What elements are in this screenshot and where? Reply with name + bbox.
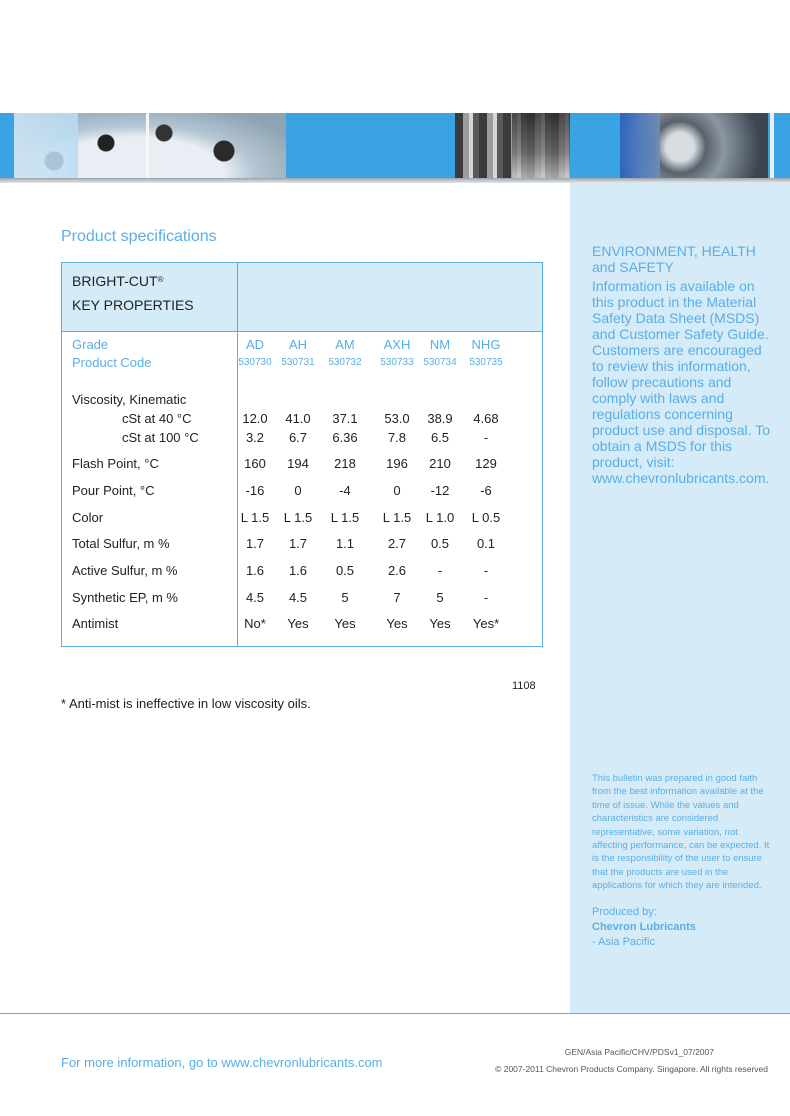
table-cell: 0.5 [335,563,355,578]
table-cell: 38.9 [427,411,453,426]
region-name: - Asia Pacific [592,936,655,948]
table-cell: -12 [430,483,450,498]
antimist-label: Antimist [72,616,119,631]
table-cell: 4.68 [473,411,499,426]
table-cell: Yes [334,616,356,631]
table-cell: 129 [475,456,497,471]
table-cell: L 1.5 [382,510,412,525]
table-cell: 210 [429,456,451,471]
table-cell: 0.1 [476,536,496,551]
table-cell: 194 [287,456,309,471]
registered-mark: ® [157,275,164,284]
header-banner [0,113,790,178]
grade-label: Grade [72,337,109,352]
table-cell: 5 [341,590,349,605]
document-code: 1108 [512,680,536,692]
table-cell: 530734 [423,357,457,368]
active-sulfur-label: Active Sulfur, m % [72,563,178,578]
produced-by-label: Produced by: [592,906,657,918]
table-cell: L 1.5 [283,510,313,525]
table-cell: 530732 [328,357,362,368]
table-cell: 37.1 [332,411,358,426]
table-cell: L 0.5 [471,510,501,525]
table-cell: - [483,590,489,605]
gear-photo-shade [512,113,570,178]
table-cell: 4.5 [288,590,308,605]
table-cell: - [483,563,489,578]
brand-name [72,273,163,290]
table-cell: -4 [339,483,351,498]
cst40-label: cSt at 40 °C [122,411,192,426]
table-cell: L 1.0 [425,510,455,525]
table-cell: AD [245,337,265,352]
brand-text: BRIGHT-CUT [72,273,158,289]
table-cell: 0 [393,483,401,498]
table-cell: 1.6 [245,563,265,578]
table-cell: 6.5 [430,430,450,445]
footer-doc-code: GEN/Asia Pacific/CHV/PDSv1_07/2007 [564,1047,714,1057]
table-cell: Yes* [472,616,500,631]
table-cell: 4.5 [245,590,265,605]
table-cell: 41.0 [285,411,311,426]
disclaimer-text: This bulletin was prepared in good faith from the best information available at the time of issue. While the values and characteristics are considered representative, some variation, not affecting performance, can be expected. It is the responsibility of the user to ensure that the products are used in the applications for which they are intended. [592,773,770,892]
table-cell: AM [335,337,355,352]
table-cell: 530735 [469,357,503,368]
company-name: Chevron Lubricants [592,921,696,933]
table-cell: AXH [383,337,411,352]
table-cell: 530731 [281,357,315,368]
ehs-title: ENVIRONMENT, HEALTH and SAFETY [592,243,756,275]
table-cell: 7 [393,590,401,605]
table-cell: 0.5 [430,536,450,551]
table-cell: 0 [294,483,302,498]
photo-divider [146,113,149,178]
table-cell: -16 [245,483,265,498]
table-cell: NHG [471,337,501,352]
table-cell: 196 [386,456,408,471]
table-cell: 53.0 [384,411,410,426]
table-cell: 1.7 [245,536,265,551]
table-cell: 6.36 [332,430,358,445]
table-cell: 5 [436,590,444,605]
footer-website-link[interactable]: For more information, go to www.chevronlubricants.com [61,1055,383,1070]
key-properties-title: KEY PROPERTIES [72,297,194,313]
table-cell: 2.7 [387,536,407,551]
table-cell: Yes [287,616,309,631]
table-cell: 3.2 [245,430,265,445]
table-cell: 12.0 [242,411,268,426]
table-header [62,263,542,332]
footer-rule [0,1013,790,1014]
table-cell: - [437,563,443,578]
table-cell: 530730 [238,357,272,368]
section-title: Product specifications [61,228,217,245]
table-cell: 160 [244,456,266,471]
table-cell: 1.1 [335,536,355,551]
flash-point-label: Flash Point, °C [72,456,159,471]
table-cell: 530733 [380,357,414,368]
table-cell: Yes [429,616,451,631]
viscosity-label: Viscosity, Kinematic [72,392,187,407]
product-code-label: Product Code [72,355,152,370]
ehs-body: Information is available on this product in the Material Safety Data Sheet (MSDS) and Customer Safety Guide. Customers are encouraged to review this information, follow precautions and comply with laws and regulations concerning product use and disposal. To obtain a MSDS for this product, visit: www.chevronlubricants.com. [592,278,770,486]
total-sulfur-label: Total Sulfur, m % [72,536,170,551]
photo-edge [770,113,774,178]
table-cell: NM [429,337,451,352]
table-cell: 7.8 [387,430,407,445]
photo-overlay [14,113,78,178]
footnote: * Anti-mist is ineffective in low viscosity oils. [61,696,311,711]
color-label: Color [72,510,104,525]
table-cell: AH [288,337,308,352]
table-cell: 2.6 [387,563,407,578]
pour-point-label: Pour Point, °C [72,483,155,498]
table-cell: L 1.5 [330,510,360,525]
table-cell: No* [244,616,266,631]
table-cell: -6 [480,483,492,498]
footer-copyright: © 2007-2011 Chevron Products Company. Singapore. All rights reserved [495,1064,768,1074]
table-cell: 1.6 [288,563,308,578]
table-cell: 6.7 [288,430,308,445]
table-cell: L 1.5 [240,510,270,525]
machinery-photo-overlay [620,113,660,178]
cst100-label: cSt at 100 °C [122,430,199,445]
producer-block [592,905,770,950]
table-divider [237,263,238,646]
synthetic-ep-label: Synthetic EP, m % [72,590,178,605]
table-cell: 1.7 [288,536,308,551]
table-cell: 218 [334,456,356,471]
table-cell: Yes [386,616,408,631]
table-cell: - [483,430,489,445]
